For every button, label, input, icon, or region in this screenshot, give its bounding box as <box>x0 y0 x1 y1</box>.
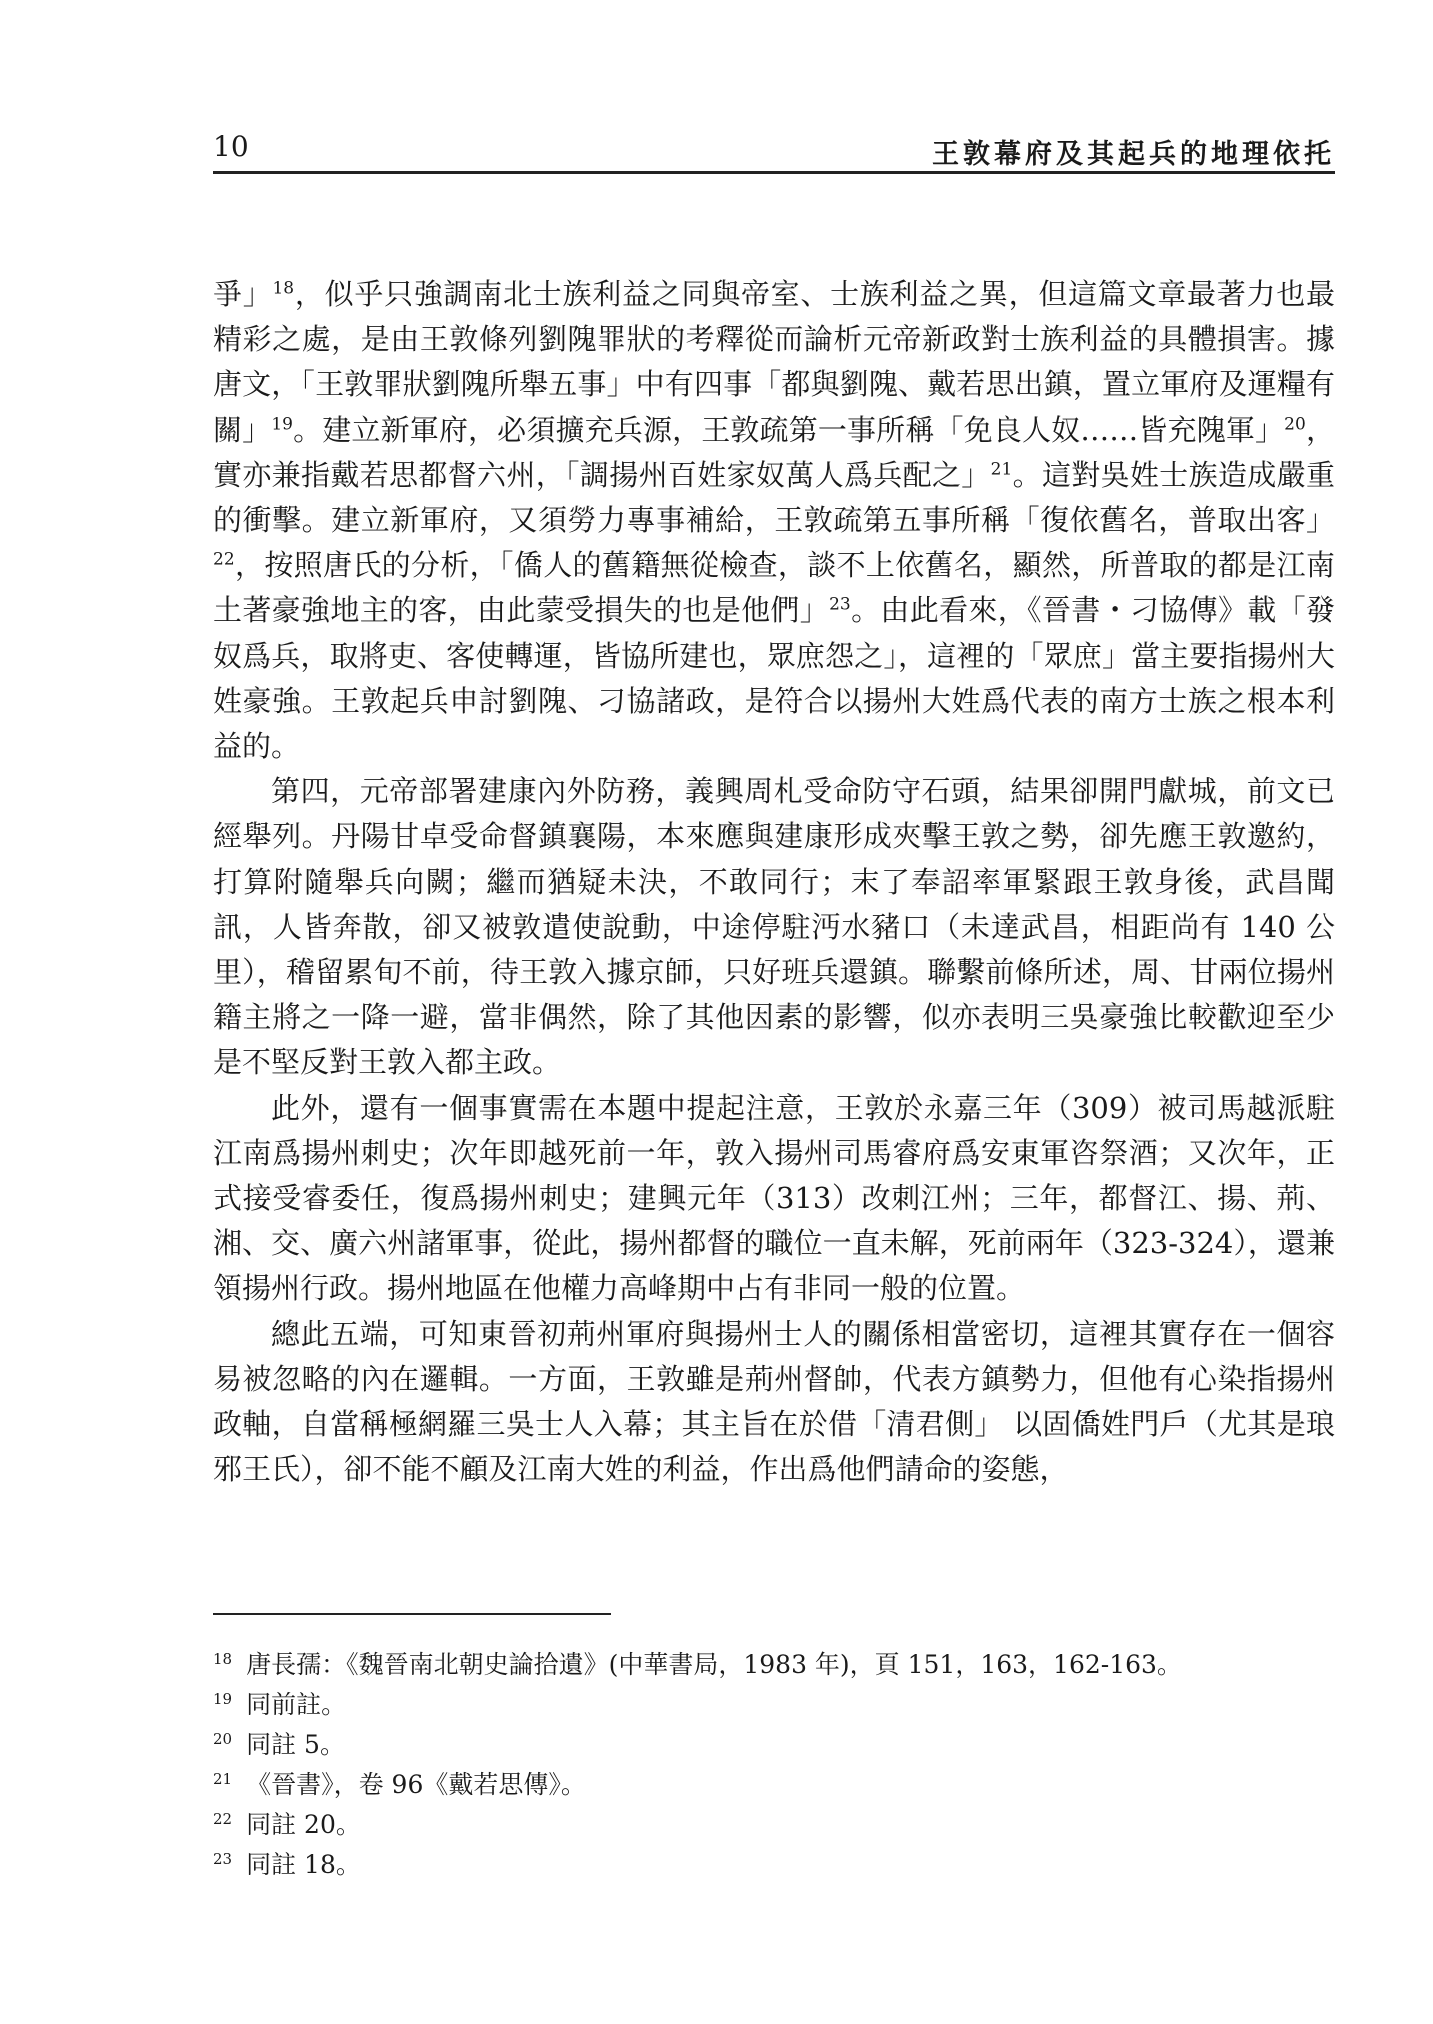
footnote-reference: 18 <box>272 278 295 299</box>
body-text <box>213 272 1335 1492</box>
paragraph-text: 。由此看來，《晉書・刁協傳》載「發奴爲兵，取將吏、客使轉運，皆協所建也，眾庶怨之」，這裡的「眾庶」當主要指揚州大姓豪強。王敦起兵申討劉隗、刁協諸政，是符合以揚州大姓爲代表的南方士族之根本利益的。 <box>213 593 1335 764</box>
footnote-number: 21 <box>213 1769 233 1788</box>
footnote-text: 唐長孺：《魏晉南北朝史論拾遺》(中華書局，1983 年)，頁 151，163，162-163。 <box>246 1650 1182 1679</box>
footnote-text: 同註 20。 <box>246 1810 361 1839</box>
page-number: 10 <box>213 130 249 163</box>
paragraph <box>213 769 1335 1085</box>
footnote <box>213 1645 1335 1685</box>
paragraph <box>213 272 1335 769</box>
footnote-number: 20 <box>213 1729 233 1748</box>
footnote-reference: 20 <box>1284 413 1306 434</box>
footnote-number: 19 <box>213 1689 233 1708</box>
paragraph <box>213 1086 1335 1312</box>
paragraph-text: 。建立新軍府，必須擴充兵源，王敦疏第一事所稱「免良人奴……皆充隗軍」 <box>292 412 1285 447</box>
page-header <box>213 128 1335 172</box>
footnote-reference: 19 <box>271 413 293 434</box>
footnote <box>213 1725 1335 1765</box>
paragraph-text: ，按照唐氏的分析，「僑人的舊籍無從檢查，談不上依舊名，顯然，所普取的都是江南土著豪強地主的客，由此蒙受損失的也是他們」 <box>213 548 1335 628</box>
header-rule <box>213 171 1335 174</box>
paragraph-text: 總此五端，可知東晉初荊州軍府與揚州士人的關係相當密切，這裡其實存在一個容易被忽略的內在邏輯。一方面，王敦雖是荊州督帥，代表方鎮勢力，但他有心染指揚州政軸，自當稱極網羅三吳士人入幕；其主旨在於借「清君側」 以固僑姓門戶（尤其是琅邪王氏），卻不能不顧及江南大姓的利益，作出爲他們請命的姿態， <box>213 1316 1335 1487</box>
paragraph-text: 第四，元帝部署建康內外防務，義興周札受命防守石頭，結果卻開門獻城，前文已經舉列。丹陽甘卓受命督鎮襄陽，本來應與建康形成夾擊王敦之勢，卻先應王敦邀約，打算附隨舉兵向闕；繼而猶疑未決，不敢同行；末了奉詔率軍緊跟王敦身後，武昌聞訊，人皆奔散，卻又被敦遣使說動，中途停駐沔水豬口（未達武昌，相距尚有 140 公里），稽留累旬不前，待王敦入據京師，只好班兵還鎮。聯繫前條所述，周、甘兩位揚州籍主將之一降一避，當非偶然，除了其他因素的影響，似亦表明三吳豪強比較歡迎至少是不堅反對王敦入都主政。 <box>213 774 1335 1080</box>
paragraph-text: 。這對吳姓士族造成嚴重的衝擊。建立新軍府，又須勞力專事補給，王敦疏第五事所稱「復依舊名，普取出客」 <box>213 457 1335 538</box>
paragraph-text: 此外，還有一個事實需在本題中提起注意，王敦於永嘉三年（309）被司馬越派駐江南爲揚州刺史；次年即越死前一年，敦入揚州司馬睿府爲安東軍咨祭酒；又次年，正式接受睿委任，復爲揚州刺史；建興元年（313）改刺江州；三年，都督江、揚、荊、湘、交、廣六州諸軍事，從此，揚州都督的職位一直未解，死前兩年（323-324），還兼領揚州行政。揚州地區在他權力高峰期中占有非同一般的位置。 <box>213 1090 1335 1306</box>
footnote <box>213 1685 1335 1725</box>
paragraph-text: ，似乎只強調南北士族利益之同與帝室、士族利益之異，但這篇文章最著力也最精彩之處，是由王敦條列劉隗罪狀的考釋從而論析元帝新政對士族利益的具體損害。據唐文，「王敦罪狀劉隗所舉五事」中有四事「都與劉隗、戴若思出鎮，置立軍府及運糧有關」 <box>213 277 1335 447</box>
footnote-text: 同註 18。 <box>246 1850 361 1879</box>
footnote-reference: 21 <box>990 459 1013 480</box>
footnote-reference: 23 <box>829 594 851 615</box>
footnote-text: 《晉書》，卷 96《戴若思傳》。 <box>246 1770 586 1799</box>
footnote-number: 22 <box>213 1809 233 1828</box>
footnote-number: 18 <box>213 1649 233 1668</box>
footnote <box>213 1805 1335 1845</box>
footnote-number: 23 <box>213 1849 233 1868</box>
footnote-text: 同註 5。 <box>246 1730 345 1759</box>
paragraph-text: ，實亦兼指戴若思都督六州，「調揚州百姓家奴萬人爲兵配之」 <box>213 412 1335 492</box>
running-title: 王敦幕府及其起兵的地理依托 <box>932 139 1335 170</box>
footnote-rule <box>213 1613 611 1615</box>
footnote-text: 同前註。 <box>246 1690 347 1719</box>
footnote <box>213 1765 1335 1805</box>
footnote <box>213 1845 1335 1885</box>
footnotes <box>213 1645 1335 1885</box>
paragraph <box>213 1312 1335 1493</box>
paragraph-text: 爭」 <box>213 277 273 311</box>
footnote-reference: 22 <box>213 549 235 570</box>
